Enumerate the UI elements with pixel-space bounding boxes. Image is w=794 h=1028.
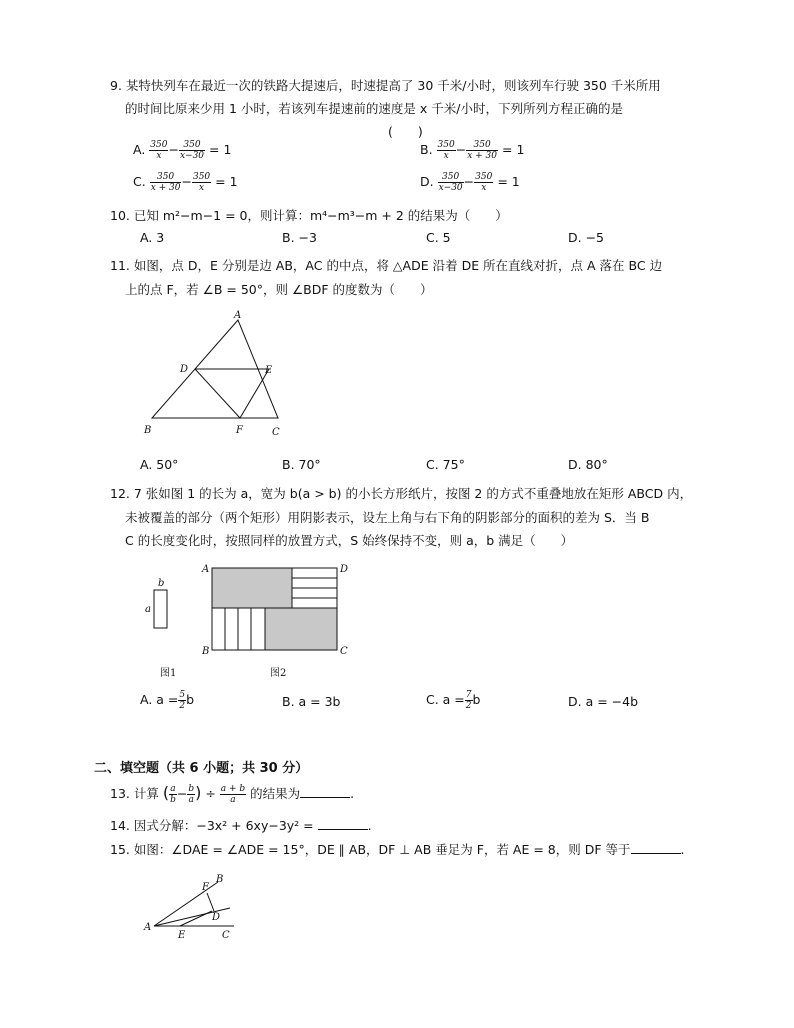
fig1-caption: 图1: [160, 668, 177, 679]
q11-stem-line1: 11. 如图，点 D，E 分别是边 AB，AC 的中点，将 △ADE 沿着 DE 所在直线对折，点 A 落在 BC 边: [110, 258, 663, 273]
point-label-b: B: [216, 874, 224, 885]
fraction: $\frac{350}{x + 30}$: [467, 140, 498, 161]
point-label-b: B: [144, 425, 152, 436]
q13-stem: 13. 计算 ( $\frac{a}{b}$ − $\frac{b}{a}$ ) ÷ $\frac{a + b}{a}$ 的结果为 .: [110, 783, 355, 805]
fraction: $\frac{350}{x}$: [192, 172, 211, 193]
fraction: $\frac{350}{x-30}$: [438, 172, 463, 193]
q9-option-a: A. $\frac{350}{x}$ − $\frac{350}{x-30}$ = 1: [133, 140, 232, 161]
option-label: B.: [420, 142, 433, 157]
q15-stem: 15. 如图：∠DAE = ∠ADE = 15°，DE ∥ AB，DF ⊥ AB 垂足为 F，若 AE = 8，则 DF 等于 .: [110, 842, 685, 857]
fig2-caption: 图2: [270, 668, 287, 679]
fraction: $\frac{b}{a}$: [188, 784, 195, 805]
q12-option-a: A. a = $\frac{5}{2}$ b: [140, 690, 195, 711]
fraction: $\frac{a + b}{a}$: [220, 784, 246, 805]
q9-option-b: B. $\frac{350}{x}$ − $\frac{350}{x + 30}$ = 1: [420, 140, 525, 161]
q10-option-d: D. −5: [568, 230, 604, 245]
fraction: $\frac{350}{x}$: [475, 172, 493, 193]
fig2-label-a: A: [202, 564, 210, 575]
q10-option-a: A. 3: [140, 230, 165, 245]
point-label-a: A: [234, 310, 242, 321]
q12-option-b: B. a = 3b: [282, 694, 341, 709]
point-label-d: D: [180, 364, 189, 375]
fraction: $\frac{a}{b}$: [170, 784, 176, 805]
fraction: $\frac{350}{x-30}$: [179, 140, 205, 161]
q10-option-b: B. −3: [282, 230, 317, 245]
point-label-c: C: [222, 930, 230, 940]
fraction: $\frac{7}{2}$: [465, 690, 472, 711]
q11-option-d: D. 80°: [568, 457, 608, 472]
point-label-f: F: [202, 882, 209, 893]
fig1-small-rectangle: [154, 590, 167, 628]
answer-blank[interactable]: [300, 785, 350, 798]
option-label: A.: [133, 142, 146, 157]
q11-stem-line2: 上的点 F，若 ∠B = 50°，则 ∠BDF 的度数为（ ）: [125, 282, 433, 297]
q9-answer-paren: ( ): [388, 124, 423, 139]
q11-triangle-figure: [140, 308, 300, 438]
q10-option-c: C. 5: [426, 230, 451, 245]
q12-figures: [140, 560, 360, 680]
fig2-label-d: D: [340, 564, 349, 575]
option-label: C.: [133, 174, 146, 189]
point-label-f: F: [236, 425, 243, 436]
fig2-label-b: B: [202, 646, 210, 657]
point-label-d: D: [212, 912, 221, 923]
q11-option-b: B. 70°: [282, 457, 321, 472]
q11-option-c: C. 75°: [426, 457, 465, 472]
q12-stem-line2: 未被覆盖的部分（两个矩形）用阴影表示，设左上角与右下角的阴影部分的面积的差为 S．当 B: [125, 510, 650, 525]
q12-option-c: C. a = $\frac{7}{2}$ b: [426, 690, 481, 711]
q9-option-d: D. $\frac{350}{x-30}$ − $\frac{350}{x}$ = 1: [420, 172, 520, 193]
q11-option-a: A. 50°: [140, 457, 179, 472]
point-label-c: C: [272, 427, 280, 438]
q9-stem-line1: 9. 某特快列车在最近一次的铁路大提速后，时速提高了 30 千米/小时，则该列车行驶 350 千米所用: [110, 78, 661, 93]
fraction: $\frac{350}{x + 30}$: [150, 172, 181, 193]
q15-geometry-figure: [140, 868, 250, 940]
q10-stem: 10. 已知 m²−m−1 = 0，则计算：m⁴−m³−m + 2 的结果为（ ）: [110, 208, 508, 223]
fig2-label-c: C: [340, 646, 348, 657]
segment-ef: [240, 369, 269, 418]
q9-option-c: C. $\frac{350}{x + 30}$ − $\frac{350}{x}$ = 1: [133, 172, 238, 193]
q12-option-d: D. a = −4b: [568, 694, 639, 709]
option-label: D.: [420, 174, 434, 189]
fraction: $\frac{350}{x}$: [150, 140, 168, 161]
fig2-shaded-bottom-right: [265, 608, 337, 650]
fig1-label-a: a: [145, 604, 151, 615]
point-label-a: A: [144, 922, 152, 933]
q9-stem-line2: 的时间比原来少用 1 小时，若该列车提速前的速度是 x 千米/小时，下列所列方程正确的是: [125, 101, 623, 116]
q14-stem: 14. 因式分解：−3x² + 6xy−3y² = .: [110, 818, 372, 833]
point-label-e: E: [265, 365, 273, 376]
point-label-e: E: [178, 930, 186, 940]
answer-blank[interactable]: [631, 841, 681, 854]
q12-stem-line1: 12. 7 张如图 1 的长为 a，宽为 b(a > b) 的小长方形纸片，按图 2 的方式不重叠地放在矩形 ABCD 内，: [110, 486, 693, 501]
answer-blank[interactable]: [318, 817, 368, 830]
fig2-shaded-top-left: [212, 568, 292, 608]
fig1-label-b: b: [158, 578, 165, 589]
fraction: $\frac{350}{x}$: [437, 140, 455, 161]
segment-df: [195, 369, 240, 418]
segment-df: [207, 893, 214, 911]
fraction: $\frac{5}{2}$: [179, 690, 186, 711]
section-heading-fill-in: 二、填空题（共 6 小题；共 30 分）: [94, 761, 309, 776]
q12-stem-line3: C 的长度变化时，按照同样的放置方式，S 始终保持不变，则 a，b 满足（ ）: [125, 533, 574, 548]
